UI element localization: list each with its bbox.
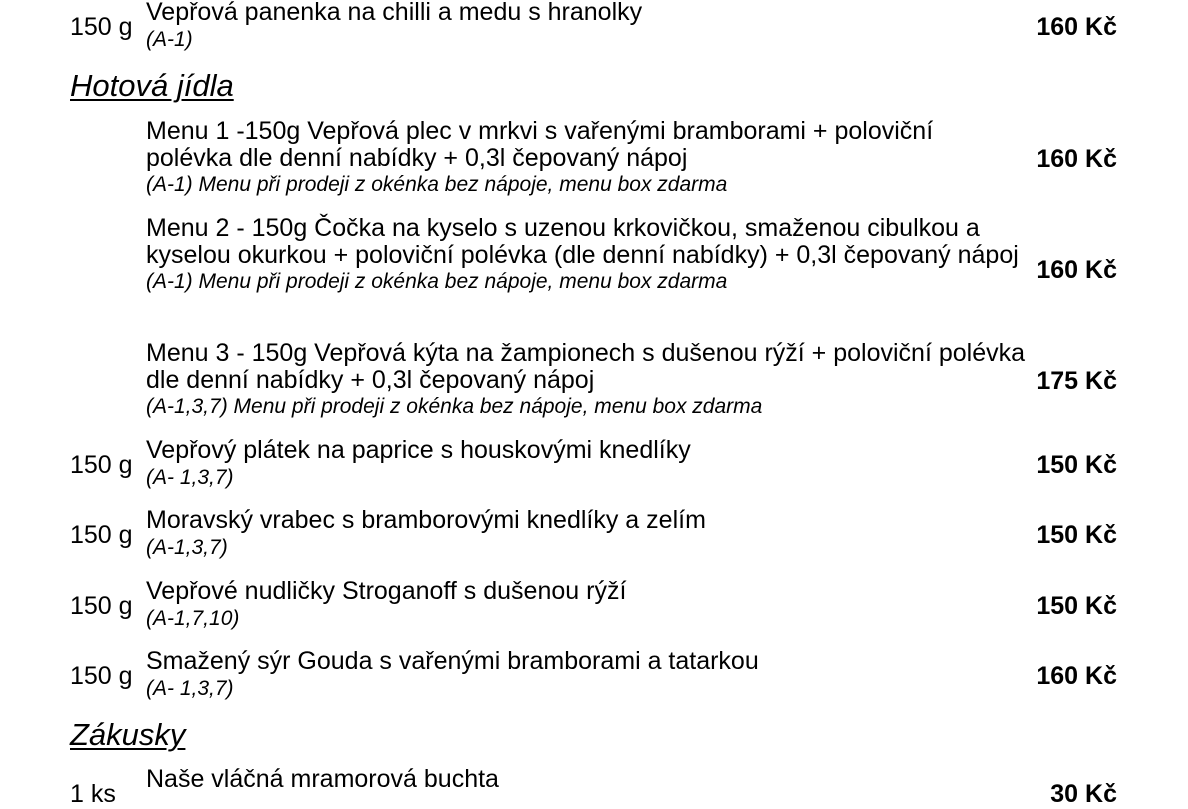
item-allergens: (A- 1,3,7) <box>146 676 234 700</box>
item-price: 160 Kč <box>1036 13 1117 41</box>
item-price: 160 Kč <box>1036 145 1117 173</box>
item-description <box>146 437 1026 491</box>
item-allergens: (A-1,3,7) Menu při prodeji z okénka bez nápoje, menu box zdarma <box>146 395 763 418</box>
item-price: 160 Kč <box>1036 662 1117 690</box>
item-description <box>146 340 1026 420</box>
item-description <box>146 578 1026 632</box>
item-allergens: (A-1) Menu při prodeji z okénka bez nápoje, menu box zdarma <box>146 173 728 196</box>
item-description <box>146 648 1026 702</box>
item-weight: 150 g <box>70 662 133 690</box>
item-name: Smažený sýr Gouda s vařenými bramborami a tatarkou <box>146 647 759 675</box>
item-allergens: (A-1,3,7) <box>146 535 228 559</box>
item-name: Vepřový plátek na paprice s houskovými knedlíky <box>146 436 691 464</box>
item-description <box>146 0 1026 53</box>
item-name: Moravský vrabec s bramborovými knedlíky a zelím <box>146 506 706 534</box>
item-name: Vepřové nudličky Stroganoff s dušenou rýží <box>146 577 627 605</box>
item-allergens: (A-1) Menu při prodeji z okénka bez nápoje, menu box zdarma <box>146 270 728 293</box>
item-allergens: (A- 1,3,7) <box>146 465 234 489</box>
item-name: Menu 1 -150g Vepřová plec v mrkvi s vařenými bramborami + poloviční polévka dle denní nabídky + 0,3l čepovaný nápoj <box>146 117 934 172</box>
item-description <box>146 507 1026 561</box>
item-weight: 1 ks <box>70 780 116 808</box>
item-weight: 150 g <box>70 13 133 41</box>
item-weight: 150 g <box>70 451 133 479</box>
item-name: Menu 2 - 150g Čočka na kyselo s uzenou krkovičkou, smaženou cibulkou a kyselou okurkou + poloviční polévka (dle denní nabídky) + 0,3l čepovaný nápoj <box>146 214 1019 269</box>
item-name: Naše vláčná mramorová buchta <box>146 765 499 793</box>
item-description <box>146 118 1026 198</box>
section-title-zakusky: Zákusky <box>70 717 186 752</box>
item-allergens: (A-1) <box>146 27 193 51</box>
item-price: 150 Kč <box>1036 592 1117 620</box>
item-allergens: (A-1,7,10) <box>146 606 240 630</box>
item-price: 160 Kč <box>1036 256 1117 284</box>
item-description <box>146 215 1026 295</box>
item-name: Menu 3 - 150g Vepřová kýta na žampionech s dušenou rýží + poloviční polévka dle denní nabídky + 0,3l čepovaný nápoj <box>146 339 1026 394</box>
item-price: 30 Kč <box>1050 780 1117 808</box>
item-price: 150 Kč <box>1036 521 1117 549</box>
section-title-hotova-jidla: Hotová jídla <box>70 68 234 103</box>
item-name: Vepřová panenka na chilli a medu s hranolky <box>146 0 643 26</box>
item-price: 175 Kč <box>1036 367 1117 395</box>
item-description <box>146 766 1026 793</box>
item-weight: 150 g <box>70 592 133 620</box>
item-price: 150 Kč <box>1036 451 1117 479</box>
item-weight: 150 g <box>70 521 133 549</box>
